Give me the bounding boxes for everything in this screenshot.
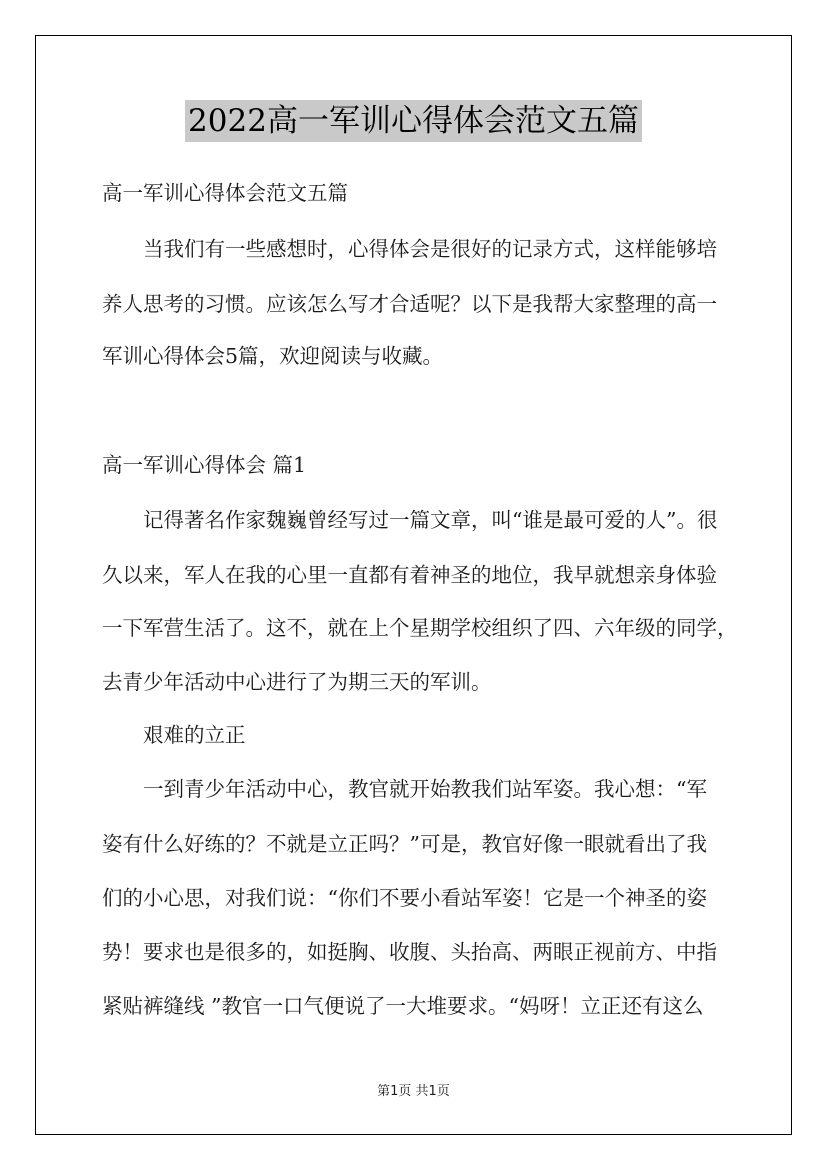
intro-line: 当我们有一些感想时，心得体会是很好的记录方式，这样能够培 [143,237,717,261]
intro-line: 军训心得体会5篇，欢迎阅读与收藏。 [102,344,444,368]
body-line: 记得著名作家魏巍曾经写过一篇文章，叫“谁是最可爱的人”。很 [143,508,718,532]
page-footer: 第1页 共1页 [377,1084,450,1099]
section-heading: 高一军训心得体会 篇1 [102,453,307,477]
intro-line: 养人思考的习惯。应该怎么写才合适呢？以下是我帮大家整理的高一 [102,292,717,316]
body-line: 势！要求也是很多的，如挺胸、收腹、头抬高、两眼正视前方、中指 [102,940,717,964]
body-line: 久以来，军人在我的心里一直都有着神圣的地位，我早就想亲身体验 [102,563,717,587]
body-line: 们的小心思，对我们说：“你们不要小看站军姿！它是一个神圣的姿 [102,886,707,910]
document-title: 2022高一军训心得体会范文五篇 [185,100,642,142]
body-line: 一到青少年活动中心，教官就开始教我们站军姿。我心想：“军 [143,777,707,801]
body-line: 姿有什么好练的？不就是立正吗？”可是，教官好像一眼就看出了我 [102,832,707,856]
body-line: 去青少年活动中心进行了为期三天的军训。 [102,670,492,694]
body-subheading: 艰难的立正 [143,723,246,747]
body-line: 一下军营生活了。这不，就在上个星期学校组织了四、六年级的同学， [102,616,738,640]
body-line: 紧贴裤缝线 ”教官一口气便说了一大堆要求。“妈呀！立正还有这么 [102,994,704,1018]
subtitle: 高一军训心得体会范文五篇 [102,181,348,205]
title-container [0,100,827,142]
